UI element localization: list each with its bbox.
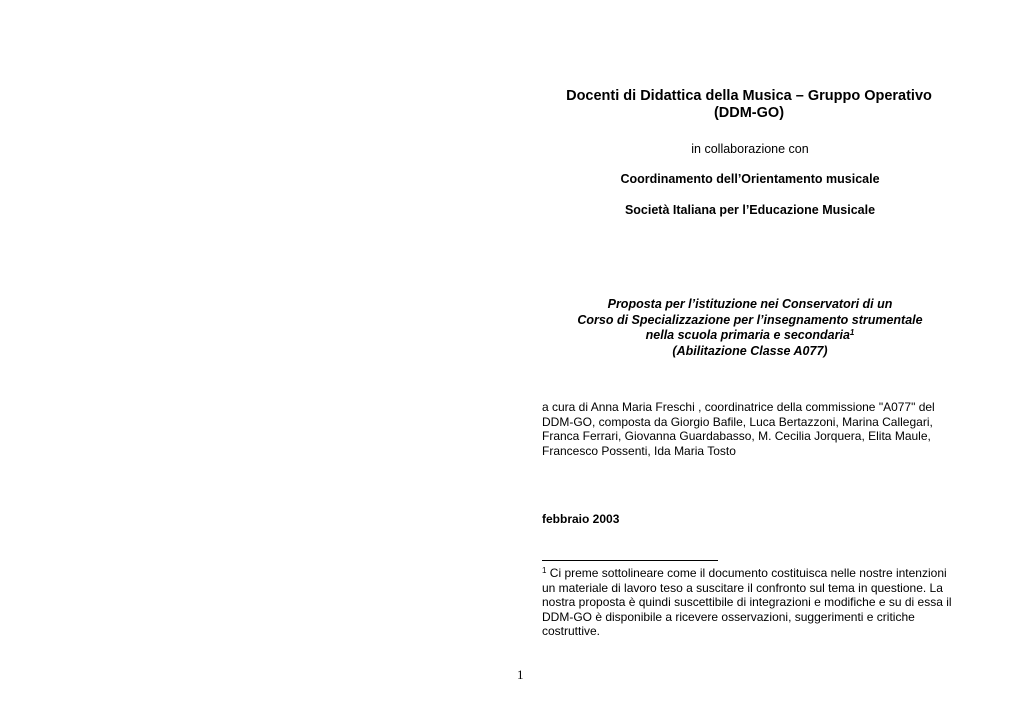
curators-line3: Franca Ferrari, Giovanna Guardabasso, M. Cecilia Jorquera, Elita Maule, <box>542 429 931 443</box>
document-date: febbraio 2003 <box>542 512 620 526</box>
footnote-separator <box>542 560 718 561</box>
organization-title <box>560 88 938 122</box>
footnote-line4: DDM-GO è disponibile a ricevere osservazioni, suggerimenti e critiche <box>542 609 915 624</box>
footnote-marker: 1 <box>542 566 547 575</box>
footnote-line5: costruttive. <box>542 624 601 638</box>
footnote-line1 <box>542 566 960 581</box>
curators-paragraph <box>542 400 958 458</box>
curators-line1: a cura di Anna Maria Freschi , coordinatrice della commissione "A077" del <box>542 400 935 414</box>
proposal-title-line1: Proposta per l’istituzione nei Conservatori di un <box>607 297 893 311</box>
partner-coordinamento: Coordinamento dell’Orientamento musicale <box>620 172 880 186</box>
collaboration-label: in collaborazione con <box>691 142 809 156</box>
footnote-line1-text: Ci preme sottolineare come il documento costituisca nelle nostre intenzioni <box>546 566 947 580</box>
proposal-title-line3-text: nella scuola primaria e secondaria <box>645 328 850 342</box>
partner-siem: Società Italiana per l’Educazione Musicale <box>624 203 876 217</box>
page-number: 1 <box>517 667 524 682</box>
organization-title-line2: (DDM-GO) <box>713 105 785 121</box>
footnote-line2: un materiale di lavoro teso a suscitare il confronto sul tema in questione. La <box>542 580 943 595</box>
proposal-title <box>548 297 952 359</box>
proposal-title-line2: Corso di Specializzazione per l’insegnamento strumentale <box>577 312 923 327</box>
footnote-line3: nostra proposta è quindi suscettibile di integrazioni e modifiche e su di essa il <box>542 595 952 609</box>
proposal-title-line3 <box>548 328 952 344</box>
curators-line2: DDM-GO, composta da Giorgio Bafile, Luca Bertazzoni, Marina Callegari, <box>542 414 933 429</box>
footnote-reference[interactable]: 1 <box>849 328 855 337</box>
proposal-title-line4: (Abilitazione Classe A077) <box>672 343 828 358</box>
organization-title-line1: Docenti di Didattica della Musica – Gruppo Operativo <box>566 88 932 104</box>
curators-line4: Francesco Possenti, Ida Maria Tosto <box>542 443 736 458</box>
footnote <box>542 566 960 639</box>
